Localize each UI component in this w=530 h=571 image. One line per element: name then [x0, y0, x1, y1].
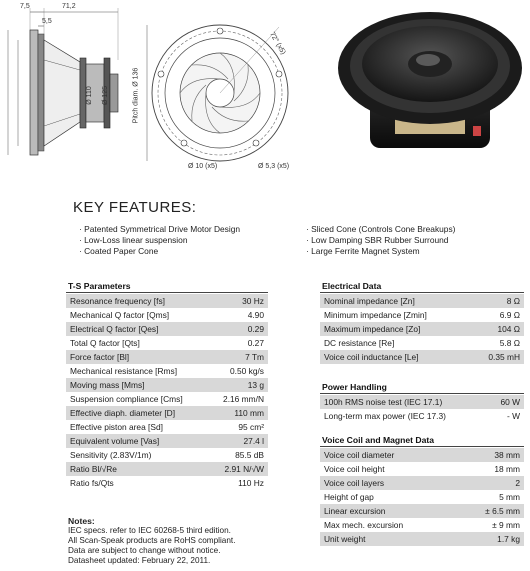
spec-value: 18 mm [457, 462, 524, 476]
spec-value: 0.50 kg/s [210, 364, 268, 378]
spec-label: Sensitivity (2.83V/1m) [66, 448, 210, 462]
speaker-product-photo [335, 8, 525, 158]
spec-label: Voice coil height [320, 462, 457, 476]
key-features-left-list [79, 224, 240, 257]
spec-label: Mechanical resistance [Rms] [66, 364, 210, 378]
dim-dia-110: Ø 110 [85, 86, 93, 105]
spec-value: 0.27 [210, 336, 268, 350]
feature-item: · Large Ferrite Magnet System [306, 246, 455, 257]
spec-row [66, 350, 268, 364]
spec-value: 38 mm [457, 448, 524, 462]
spec-value: - W [488, 409, 524, 423]
spec-label: Suspension compliance [Cms] [66, 392, 210, 406]
key-features-title: KEY FEATURES: [73, 199, 197, 216]
spec-row [320, 409, 524, 423]
spec-value: 2 [457, 476, 524, 490]
spec-label: Force factor [Bl] [66, 350, 210, 364]
spec-label: Unit weight [320, 532, 457, 546]
voice-coil-title: Voice Coil and Magnet Data [322, 435, 435, 445]
spec-row [320, 476, 524, 490]
spec-row [320, 518, 524, 532]
dim-7-5: 7,5 [20, 3, 30, 10]
notes-title: Notes: [68, 516, 95, 526]
spec-row [66, 434, 268, 448]
spec-row [320, 532, 524, 546]
spec-label: Voice coil layers [320, 476, 457, 490]
voice-coil-table [320, 448, 524, 546]
spec-label: Long-term max power (IEC 17.3) [320, 409, 488, 423]
spec-label: Voice coil diameter [320, 448, 457, 462]
feature-item: · Sliced Cone (Controls Cone Breakups) [306, 224, 455, 235]
spec-row [66, 448, 268, 462]
spec-label: DC resistance [Re] [320, 336, 470, 350]
spec-value: 4.90 [210, 308, 268, 322]
spec-row [66, 392, 268, 406]
note-line: Data are subject to change without notice. [68, 546, 221, 555]
spec-label: Linear excursion [320, 504, 457, 518]
spec-label: Nominal impedance [Zn] [320, 294, 470, 308]
spec-value: 7 Tm [210, 350, 268, 364]
spec-value: 60 W [488, 395, 524, 409]
spec-label: Max mech. excursion [320, 518, 457, 532]
spec-row [320, 504, 524, 518]
dim-angle-72: 72° (x5) [268, 31, 287, 56]
dim-dia-125: Ø 125 [102, 85, 110, 106]
spec-value: 0.29 [210, 322, 268, 336]
note-line: Datasheet updated: February 22, 2011. [68, 556, 211, 565]
spec-value: ± 9 mm [457, 518, 524, 532]
spec-value: 27.4 l [210, 434, 268, 448]
feature-item: · Coated Paper Cone [79, 246, 240, 257]
spec-value: 110 mm [210, 406, 268, 420]
spec-value: 5 mm [457, 490, 524, 504]
spec-label: 100h RMS noise test (IEC 17.1) [320, 395, 488, 409]
ts-parameters-title: T-S Parameters [68, 281, 131, 291]
spec-row [66, 336, 268, 350]
spec-value: 6.9 Ω [470, 308, 524, 322]
spec-row [320, 490, 524, 504]
spec-row [320, 294, 524, 308]
spec-row [320, 308, 524, 322]
spec-value: 8 Ω [470, 294, 524, 308]
power-title-rule [320, 393, 524, 394]
dim-pitch-diam: Pitch diam. Ø 136 [132, 67, 140, 124]
spec-row [66, 420, 268, 434]
spec-label: Maximum impedance [Zo] [320, 322, 470, 336]
spec-value: 30 Hz [210, 294, 268, 308]
ts-title-rule [66, 292, 268, 293]
note-line: All Scan-Speak products are RoHS compliant. [68, 536, 236, 545]
power-handling-table [320, 395, 524, 423]
spec-value: 2.16 mm/N [210, 392, 268, 406]
spec-label: Equivalent volume [Vas] [66, 434, 210, 448]
electrical-data-title: Electrical Data [322, 281, 382, 291]
spec-row [66, 308, 268, 322]
feature-item: · Low-Loss linear suspension [79, 235, 240, 246]
spec-row [66, 378, 268, 392]
spec-label: Height of gap [320, 490, 457, 504]
spec-row [320, 448, 524, 462]
spec-row [66, 322, 268, 336]
spec-value: 95 cm² [210, 420, 268, 434]
spec-value: 0.35 mH [470, 350, 524, 364]
dim-5-5: 5,5 [42, 18, 52, 25]
spec-row [66, 364, 268, 378]
key-features-right-list [306, 224, 455, 257]
electrical-title-rule [320, 292, 524, 293]
spec-value: 5.8 Ω [470, 336, 524, 350]
spec-value: 2.91 N/√W [210, 462, 268, 476]
spec-row [320, 395, 524, 409]
spec-row [320, 322, 524, 336]
spec-row [66, 406, 268, 420]
spec-label: Resonance frequency [fs] [66, 294, 210, 308]
feature-item: · Low Damping SBR Rubber Surround [306, 235, 455, 246]
spec-label: Total Q factor [Qts] [66, 336, 210, 350]
spec-label: Mechanical Q factor [Qms] [66, 308, 210, 322]
spec-value: 104 Ω [470, 322, 524, 336]
dim-dia-10: Ø 10 (x5) [188, 163, 218, 170]
side-view-drawing [0, 0, 140, 165]
voice-coil-title-rule [320, 446, 524, 447]
spec-value: 85.5 dB [210, 448, 268, 462]
spec-row [320, 336, 524, 350]
notes-block [68, 516, 235, 566]
spec-label: Ratio fs/Qts [66, 476, 210, 490]
spec-label: Effective piston area [Sd] [66, 420, 210, 434]
spec-value: 13 g [210, 378, 268, 392]
spec-row [320, 462, 524, 476]
spec-row [66, 462, 268, 476]
spec-value: 110 Hz [210, 476, 268, 490]
ts-parameters-table [66, 294, 268, 490]
spec-label: Electrical Q factor [Qes] [66, 322, 210, 336]
spec-label: Ratio Bl/√Re [66, 462, 210, 476]
spec-value: ± 6.5 mm [457, 504, 524, 518]
spec-label: Minimum impedance [Zmin] [320, 308, 470, 322]
note-line: IEC specs. refer to IEC 60268-5 third edition. [68, 526, 231, 535]
dim-dia-5-3: Ø 5,3 (x5) [258, 163, 290, 170]
spec-label: Voice coil inductance [Le] [320, 350, 470, 364]
electrical-data-table [320, 294, 524, 364]
dim-71-2: 71,2 [62, 3, 76, 10]
spec-value: 1.7 kg [457, 532, 524, 546]
feature-item: · Patented Symmetrical Drive Motor Design [79, 224, 240, 235]
spec-row [66, 476, 268, 490]
spec-row [66, 294, 268, 308]
spec-label: Moving mass [Mms] [66, 378, 210, 392]
power-handling-title: Power Handling [322, 382, 387, 392]
spec-label: Effective diaph. diameter [D] [66, 406, 210, 420]
spec-row [320, 350, 524, 364]
front-view-drawing [145, 5, 305, 180]
